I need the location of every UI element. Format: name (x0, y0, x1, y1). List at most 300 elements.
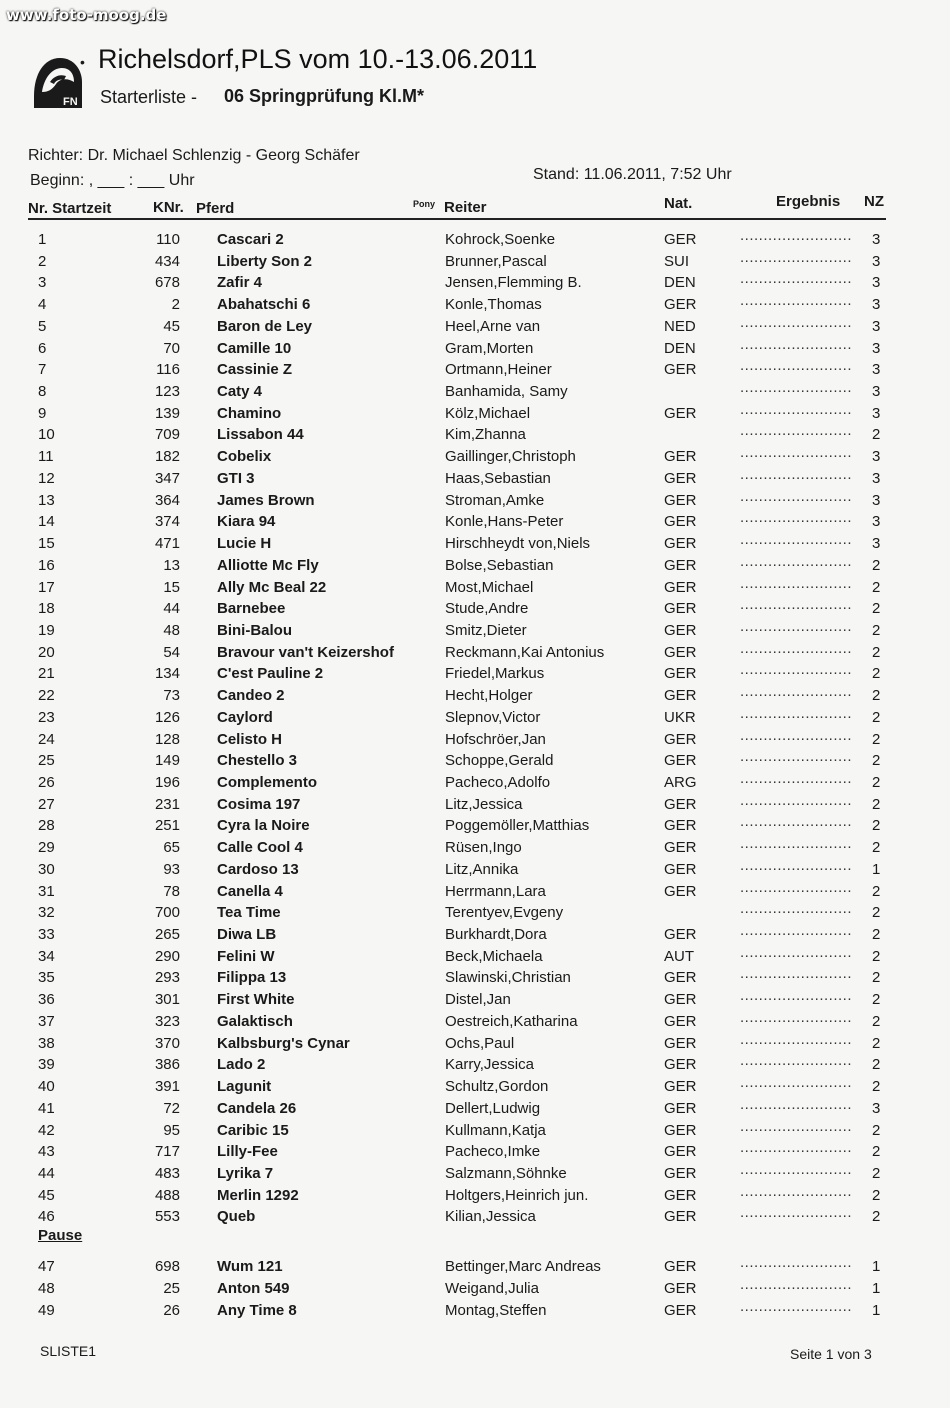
nz-value: 2 (872, 926, 881, 944)
result-field: ........................ (740, 770, 853, 787)
head-number: 553 (154, 1208, 180, 1226)
horse-name: Canella 4 (217, 882, 283, 900)
horse-name: GTI 3 (217, 469, 255, 487)
nation: GER (664, 817, 697, 835)
head-number: 231 (154, 795, 180, 813)
nz-value: 2 (872, 1208, 881, 1226)
nation: GER (664, 535, 697, 553)
result-field: ........................ (740, 248, 853, 266)
result-field: ........................ (740, 400, 853, 418)
result-field: ........................ (740, 531, 853, 549)
head-number: 13 (163, 556, 180, 574)
nz-value: 1 (872, 1279, 881, 1297)
head-number: 72 (163, 1099, 180, 1117)
nation: GER (664, 621, 697, 639)
horse-name: Caylord (217, 708, 273, 726)
horse-name: Ally Mc Beal 22 (217, 578, 327, 596)
horse-name: First White (217, 991, 295, 1009)
start-number: 5 (38, 317, 47, 335)
nation: GER (664, 860, 697, 878)
start-number: 31 (38, 882, 55, 900)
result-field: ........................ (740, 574, 853, 592)
rider-name: Kim,Zhanna (445, 426, 526, 444)
nation: GER (664, 969, 697, 987)
horse-name: Cascari 2 (217, 231, 284, 248)
stand-date: Stand: 11.06.2011, 7:52 Uhr (533, 166, 732, 183)
head-number: 709 (154, 426, 180, 444)
nz-value: 2 (872, 578, 881, 596)
start-number: 12 (38, 469, 55, 487)
nation: GER (664, 1301, 697, 1319)
pause-label: Pause (38, 1227, 83, 1244)
horse-name: Liberty Son 2 (217, 252, 313, 270)
rider-name: Gaillinger,Christoph (445, 448, 576, 466)
horse-name: Lissabon 44 (217, 426, 304, 444)
horse-name: Cosima 197 (217, 795, 301, 813)
rider-name: Smitz,Dieter (445, 621, 527, 639)
result-field: ........................ (740, 965, 853, 983)
head-number: 678 (154, 274, 180, 292)
horse-name: Galaktisch (217, 1012, 293, 1030)
start-number: 35 (38, 969, 55, 987)
nz-value: 2 (872, 600, 881, 618)
horse-name: Any Time 8 (217, 1301, 297, 1319)
rider-name: Rüsen,Ingo (445, 839, 522, 857)
result-field: ........................ (740, 878, 853, 896)
head-number: 293 (154, 969, 180, 987)
nation: GER (664, 1208, 697, 1226)
rider-name: Kilian,Jessica (445, 1208, 536, 1226)
result-field: ........................ (740, 422, 853, 440)
start-number: 44 (38, 1164, 55, 1182)
horse-name: Alliotte Mc Fly (217, 556, 319, 574)
nz-value: 3 (872, 361, 881, 379)
result-field: ........................ (740, 487, 853, 505)
rider-name: Hirschheydt von,Niels (445, 535, 591, 553)
head-number: 116 (156, 361, 180, 379)
horse-name: Cassinie Z (217, 361, 293, 379)
start-number: 36 (38, 991, 55, 1009)
rider-name: Distel,Jan (445, 991, 511, 1009)
fn-logo (30, 52, 84, 110)
rider-name: Beck,Michaela (445, 947, 543, 965)
nz-value: 1 (872, 1301, 881, 1319)
head-number: 698 (154, 1258, 180, 1275)
nz-value: 3 (872, 296, 881, 314)
horse-name: Lucie H (217, 535, 272, 553)
head-number: 374 (154, 513, 180, 531)
horse-name: Bravour van't Keizershof (217, 643, 394, 661)
nz-value: 2 (872, 991, 881, 1009)
head-number: 434 (154, 252, 180, 270)
result-field: ........................ (740, 900, 853, 918)
footer-code: SLISTE1 (40, 1343, 97, 1359)
nation: GER (664, 1164, 697, 1182)
horse-name: Calle Cool 4 (217, 839, 303, 857)
nz-value: 2 (872, 1012, 881, 1030)
nation: GER (664, 730, 697, 748)
nz-value: 2 (872, 621, 881, 639)
nz-value: 1 (872, 860, 881, 878)
start-number: 26 (38, 774, 55, 791)
rider-name: Karry,Jessica (445, 1056, 534, 1074)
result-field: ........................ (740, 791, 853, 809)
result-field: ........................ (740, 1030, 853, 1048)
rider-name: Slepnov,Victor (445, 708, 541, 726)
subtitle-label: Starterliste - (100, 87, 198, 107)
result-field: ........................ (740, 313, 853, 331)
rider-name: Banhamida, Samy (445, 383, 568, 401)
horse-name: Abahatschi 6 (217, 296, 311, 314)
result-field: ........................ (740, 856, 853, 874)
result-field: ........................ (740, 835, 853, 853)
rider-name: Heel,Arne van (445, 317, 541, 335)
start-number: 29 (38, 839, 55, 857)
start-number: 38 (38, 1034, 55, 1052)
start-number: 46 (38, 1208, 55, 1226)
start-number: 41 (38, 1099, 55, 1117)
nation: AUT (664, 947, 694, 965)
nation: GER (664, 1099, 697, 1117)
nation: GER (664, 1056, 697, 1074)
head-number: 323 (154, 1012, 180, 1030)
result-field: ........................ (740, 1297, 853, 1315)
horse-name: Wum 121 (217, 1258, 283, 1275)
horse-name: Merlin 1292 (217, 1186, 299, 1204)
start-number: 30 (38, 860, 55, 878)
rider-name: Burkhardt,Dora (445, 926, 547, 944)
start-number: 1 (38, 231, 47, 248)
nation: GER (664, 231, 697, 248)
nz-value: 2 (872, 795, 881, 813)
head-number: 78 (163, 882, 180, 900)
nation: UKR (664, 708, 696, 726)
nation: GER (664, 448, 697, 466)
rider-name: Konle,Thomas (445, 296, 542, 314)
rider-name: Gram,Morten (445, 339, 534, 357)
head-number: 717 (154, 1143, 180, 1161)
rider-name: Herrmann,Lara (445, 882, 546, 900)
nz-value: 3 (872, 1099, 881, 1117)
nz-value: 2 (872, 708, 881, 726)
start-number: 25 (38, 752, 55, 770)
result-field: ........................ (740, 1117, 853, 1135)
result-field: ........................ (740, 270, 853, 288)
head-number: 48 (163, 621, 180, 639)
horse-name: Queb (217, 1208, 256, 1226)
nation: ARG (664, 774, 697, 791)
rider-name: Montag,Steffen (445, 1301, 547, 1319)
nation: GER (664, 491, 697, 509)
rider-name: Pacheco,Imke (445, 1143, 541, 1161)
result-field: ........................ (740, 227, 853, 244)
rider-name: Hecht,Holger (445, 687, 533, 705)
nation: GER (664, 556, 697, 574)
start-number: 28 (38, 817, 55, 835)
start-number: 6 (38, 339, 47, 357)
head-number: 386 (154, 1056, 180, 1074)
result-field: ........................ (740, 1275, 853, 1293)
nz-value: 2 (872, 426, 881, 444)
head-number: 45 (163, 317, 180, 335)
horse-name: Zafir 4 (217, 274, 263, 292)
nation: GER (664, 926, 697, 944)
nz-value: 2 (872, 556, 881, 574)
start-number: 33 (38, 926, 55, 944)
nz-value: 3 (872, 252, 881, 270)
rider-name: Holtgers,Heinrich jun. (445, 1186, 589, 1204)
nz-value: 2 (872, 730, 881, 748)
start-number: 20 (38, 643, 55, 661)
result-field: ........................ (740, 357, 853, 375)
horse-name: Felini W (217, 947, 275, 965)
head-number: 488 (154, 1186, 180, 1204)
result-field: ........................ (740, 922, 853, 940)
nation: GER (664, 1258, 697, 1275)
rider-name: Pacheco,Adolfo (445, 774, 551, 791)
start-number: 17 (38, 578, 55, 596)
rider-name: Schultz,Gordon (445, 1078, 549, 1096)
rider-name: Terentyev,Evgeny (445, 904, 564, 922)
nz-value: 3 (872, 339, 881, 357)
start-number: 39 (38, 1056, 55, 1074)
start-number: 4 (38, 296, 47, 314)
nation: GER (664, 1078, 697, 1096)
nation: GER (664, 513, 697, 531)
result-field: ........................ (740, 1074, 853, 1092)
table-row (0, 1204, 950, 1230)
start-number: 10 (38, 426, 55, 444)
horse-name: Caty 4 (217, 383, 263, 401)
horse-name: Kalbsburg's Cynar (217, 1034, 350, 1052)
horse-name: Lagunit (217, 1078, 272, 1096)
nation: GER (664, 1121, 697, 1139)
nation: GER (664, 687, 697, 705)
logo-dot: • (80, 54, 85, 70)
rider-name: Dellert,Ludwig (445, 1099, 541, 1117)
head-number: 25 (163, 1279, 180, 1297)
horse-name: Lado 2 (217, 1056, 266, 1074)
horse-name: James Brown (217, 491, 315, 509)
rider-name: Bolse,Sebastian (445, 556, 554, 574)
head-number: 139 (154, 404, 180, 422)
col-nat: Nat. (664, 195, 693, 212)
begin-time: Beginn: , ___ : ___ Uhr (30, 172, 195, 189)
head-number: 126 (154, 708, 180, 726)
result-field: ........................ (740, 813, 853, 831)
col-ergebnis: Ergebnis (776, 193, 841, 210)
rider-name: Slawinski,Christian (445, 969, 571, 987)
watermark: www.foto-moog.de (6, 6, 167, 24)
head-number: 44 (163, 600, 180, 618)
start-number: 18 (38, 600, 55, 618)
header-rule (28, 218, 886, 220)
rider-name: Stude,Andre (445, 600, 529, 618)
start-number: 7 (38, 361, 47, 379)
horse-name: Candela 26 (217, 1099, 297, 1117)
result-field: ........................ (740, 379, 853, 397)
horse-name: Tea Time (217, 904, 281, 922)
horse-name: Complemento (217, 774, 318, 791)
result-field: ........................ (740, 726, 853, 744)
col-nz: NZ (864, 193, 884, 210)
nz-value: 3 (872, 383, 881, 401)
col-nr-startzeit: Nr. Startzeit (28, 200, 112, 217)
head-number: 15 (163, 578, 180, 596)
rider-name: Haas,Sebastian (445, 469, 551, 487)
start-number: 24 (38, 730, 55, 748)
rider-name: Stroman,Amke (445, 491, 545, 509)
head-number: 110 (156, 231, 180, 248)
start-number: 49 (38, 1301, 55, 1319)
start-number: 32 (38, 904, 55, 922)
nation: GER (664, 752, 697, 770)
nation: GER (664, 882, 697, 900)
start-number: 19 (38, 621, 55, 639)
horse-name: Cyra la Noire (217, 817, 310, 835)
horse-name: Celisto H (217, 730, 283, 748)
start-number: 13 (38, 491, 55, 509)
nz-value: 3 (872, 231, 881, 248)
nz-value: 3 (872, 513, 881, 531)
rider-name: Kohrock,Soenke (445, 231, 556, 248)
nation: GER (664, 839, 697, 857)
head-number: 73 (163, 687, 180, 705)
head-number: 251 (154, 817, 180, 835)
nation: GER (664, 361, 697, 379)
horse-name: Chamino (217, 404, 282, 422)
head-number: 471 (154, 535, 180, 553)
horse-name: C'est Pauline 2 (217, 665, 324, 683)
nation: DEN (664, 274, 696, 292)
result-field: ........................ (740, 465, 853, 483)
nation: GER (664, 600, 697, 618)
result-field: ........................ (740, 1160, 853, 1178)
start-number: 42 (38, 1121, 55, 1139)
start-number: 2 (38, 252, 47, 270)
nz-value: 3 (872, 469, 881, 487)
rider-name: Hofschröer,Jan (445, 730, 546, 748)
start-number: 21 (38, 665, 55, 683)
nz-value: 2 (872, 752, 881, 770)
nation: GER (664, 469, 697, 487)
col-pony: Pony (413, 199, 436, 209)
head-number: 149 (154, 752, 180, 770)
rider-name: Ochs,Paul (445, 1034, 515, 1052)
nz-value: 2 (872, 1034, 881, 1052)
horse-name: Candeo 2 (217, 687, 285, 705)
result-field: ........................ (740, 683, 853, 701)
start-number: 40 (38, 1078, 55, 1096)
head-number: 65 (163, 839, 180, 857)
start-number: 3 (38, 274, 47, 292)
start-number: 15 (38, 535, 55, 553)
start-number: 27 (38, 795, 55, 813)
start-number: 9 (38, 404, 47, 422)
horse-name: Cardoso 13 (217, 860, 299, 878)
svg-text:FN: FN (63, 96, 78, 108)
nation: NED (664, 317, 696, 335)
nz-value: 3 (872, 491, 881, 509)
nz-value: 1 (872, 1258, 881, 1275)
col-pferd: Pferd (196, 200, 235, 217)
result-field: ........................ (740, 661, 853, 679)
head-number: 123 (154, 383, 180, 401)
start-number: 34 (38, 947, 55, 965)
result-field: ........................ (740, 1139, 853, 1157)
nz-value: 2 (872, 774, 881, 791)
nz-value: 2 (872, 817, 881, 835)
rider-name: Reckmann,Kai Antonius (445, 643, 605, 661)
result-field: ........................ (740, 704, 853, 722)
result-field: ........................ (740, 617, 853, 635)
page-number: Seite 1 von 3 (790, 1346, 872, 1362)
head-number: 182 (154, 448, 180, 466)
nation: GER (664, 1143, 697, 1161)
rider-name: Kölz,Michael (445, 404, 531, 422)
table-row (0, 1297, 950, 1324)
result-field: ........................ (740, 987, 853, 1005)
horse-name: Kiara 94 (217, 513, 276, 531)
start-number: 14 (38, 513, 55, 531)
head-number: 2 (171, 296, 180, 314)
nz-value: 2 (872, 904, 881, 922)
horse-name: Filippa 13 (217, 969, 287, 987)
rider-name: Kullmann,Katja (445, 1121, 546, 1139)
head-number: 370 (154, 1034, 180, 1052)
horse-name: Camille 10 (217, 339, 292, 357)
result-field: ........................ (740, 1095, 853, 1113)
head-number: 364 (154, 491, 180, 509)
nz-value: 2 (872, 665, 881, 683)
start-number: 23 (38, 708, 55, 726)
horse-name: Baron de Ley (217, 317, 313, 335)
result-field: ........................ (740, 748, 853, 766)
nation: GER (664, 1034, 697, 1052)
nz-value: 3 (872, 535, 881, 553)
col-reiter: Reiter (444, 199, 487, 216)
head-number: 196 (154, 774, 180, 791)
start-number: 16 (38, 556, 55, 574)
result-field: ........................ (740, 596, 853, 614)
nz-value: 3 (872, 317, 881, 335)
judges: Richter: Dr. Michael Schlenzig - Georg Schäfer (28, 147, 360, 164)
result-field: ........................ (740, 943, 853, 961)
horse-name: Chestello 3 (217, 752, 298, 770)
rider-name: Bettinger,Marc Andreas (445, 1258, 601, 1275)
result-field: ........................ (740, 639, 853, 657)
nz-value: 2 (872, 1143, 881, 1161)
rider-name: Konle,Hans-Peter (445, 513, 564, 531)
horse-name: Caribic 15 (217, 1121, 289, 1139)
nation: GER (664, 1279, 697, 1297)
nz-value: 2 (872, 1078, 881, 1096)
rider-name: Salzmann,Söhnke (445, 1164, 567, 1182)
start-number: 47 (38, 1258, 55, 1275)
nz-value: 3 (872, 404, 881, 422)
start-number: 45 (38, 1186, 55, 1204)
nation: GER (664, 404, 697, 422)
horse-name: Cobelix (217, 448, 272, 466)
rider-name: Litz,Jessica (445, 795, 523, 813)
nz-value: 2 (872, 882, 881, 900)
col-knr: KNr. (153, 199, 184, 216)
rider-name: Schoppe,Gerald (445, 752, 554, 770)
nation: GER (664, 991, 697, 1009)
nation: GER (664, 1186, 697, 1204)
rider-name: Litz,Annika (445, 860, 519, 878)
result-field: ........................ (740, 444, 853, 462)
